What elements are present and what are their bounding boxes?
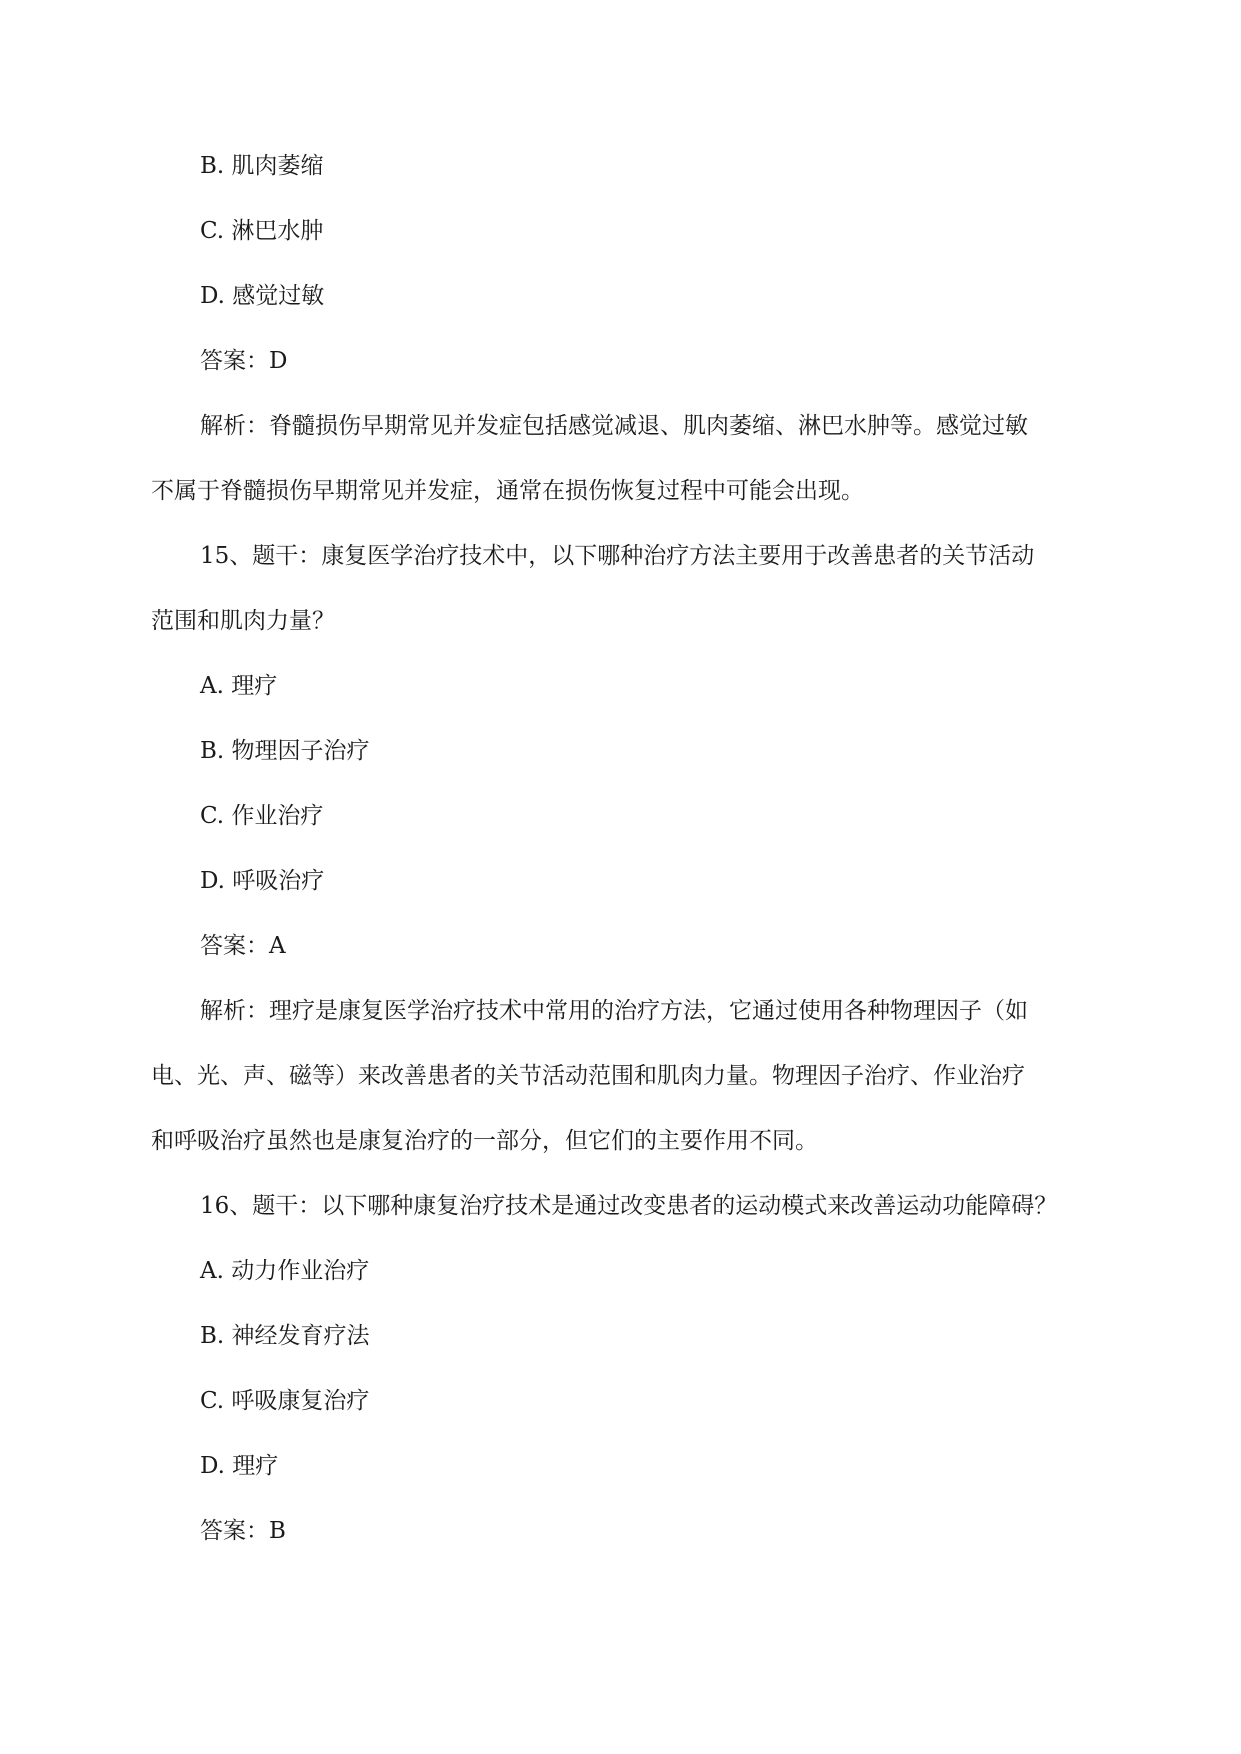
explanation-q14-line1: 解析：脊髓损伤早期常见并发症包括感觉减退、肌肉萎缩、淋巴水肿等。感觉过敏 bbox=[200, 413, 1028, 439]
option-c-q15: C. 作业治疗 bbox=[200, 803, 324, 829]
option-b-q14: B. 肌肉萎缩 bbox=[200, 153, 324, 179]
question-15-line2: 范围和肌肉力量？ bbox=[151, 608, 335, 634]
option-d-q14: D. 感觉过敏 bbox=[200, 283, 325, 309]
explanation-q15-line3: 和呼吸治疗虽然也是康复治疗的一部分，但它们的主要作用不同。 bbox=[151, 1128, 818, 1154]
answer-q14: 答案：D bbox=[200, 348, 288, 374]
explanation-q15-line2: 电、光、声、磁等）来改善患者的关节活动范围和肌肉力量。物理因子治疗、作业治疗 bbox=[151, 1063, 1025, 1089]
option-b-q16: B. 神经发育疗法 bbox=[200, 1323, 370, 1349]
explanation-q14-line2: 不属于脊髓损伤早期常见并发症，通常在损伤恢复过程中可能会出现。 bbox=[151, 478, 864, 504]
answer-q15: 答案：A bbox=[200, 933, 286, 959]
option-d-q15: D. 呼吸治疗 bbox=[200, 868, 325, 894]
question-15-line1: 15、题干：康复医学治疗技术中，以下哪种治疗方法主要用于改善患者的关节活动 bbox=[200, 543, 1035, 569]
option-a-q15: A. 理疗 bbox=[200, 673, 278, 699]
option-a-q16: A. 动力作业治疗 bbox=[200, 1258, 370, 1284]
option-b-q15: B. 物理因子治疗 bbox=[200, 738, 370, 764]
question-16: 16、题干：以下哪种康复治疗技术是通过改变患者的运动模式来改善运动功能障碍？ bbox=[200, 1193, 1058, 1219]
explanation-q15-line1: 解析：理疗是康复医学治疗技术中常用的治疗方法，它通过使用各种物理因子（如 bbox=[200, 998, 1028, 1024]
answer-q16: 答案：B bbox=[200, 1518, 286, 1544]
option-d-q16: D. 理疗 bbox=[200, 1453, 279, 1479]
option-c-q14: C. 淋巴水肿 bbox=[200, 218, 324, 244]
option-c-q16: C. 呼吸康复治疗 bbox=[200, 1388, 370, 1414]
